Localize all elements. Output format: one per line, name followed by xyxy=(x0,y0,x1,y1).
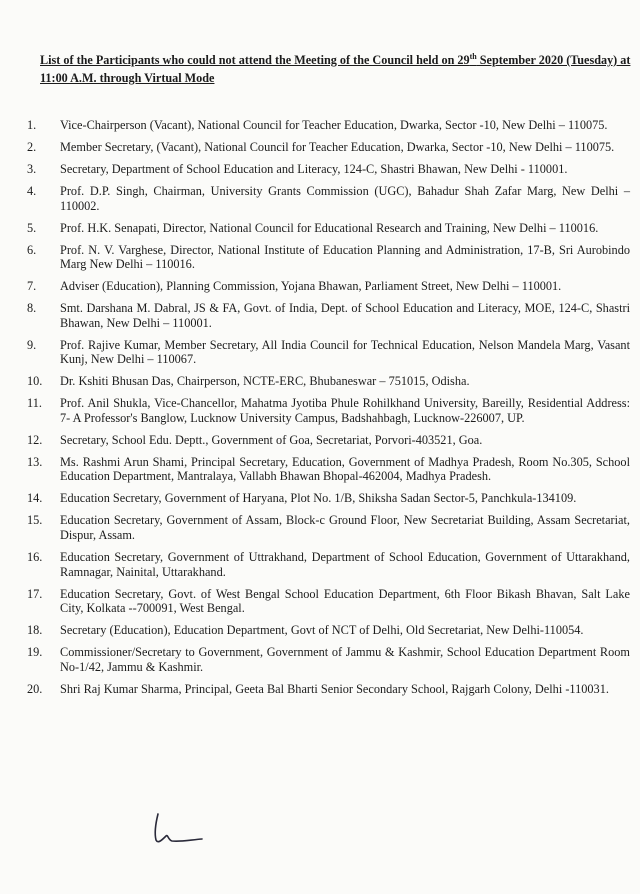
list-item xyxy=(23,587,630,616)
item-text: Dr. Kshiti Bhusan Das, Chairperson, NCTE-ERC, Bhubaneswar – 751015, Odisha. xyxy=(60,374,470,389)
item-text: Secretary, Department of School Education and Literacy, 124-C, Shastri Bhawan, New Delhi - 110001. xyxy=(60,161,568,176)
item-number: 5. xyxy=(27,220,37,235)
list-item xyxy=(23,645,630,674)
signature-mark xyxy=(150,810,210,850)
item-text: Education Secretary, Government of Uttrakhand, Department of School Education, Government of Uttarakhand, Ramnagar, Nainital, Uttarakhand. xyxy=(60,549,630,579)
item-text: Prof. Rajive Kumar, Member Secretary, All India Council for Technical Education, Nelson Mandela Marg, Vasant Kunj, New Delhi – 110067. xyxy=(60,337,630,367)
item-text: Secretary, School Edu. Deptt., Government of Goa, Secretariat, Porvori-403521, Goa. xyxy=(60,432,483,447)
item-text: Smt. Darshana M. Dabral, JS & FA, Govt. of India, Dept. of School Education and Literacy, MOE, 124-C, Shastri Bhawan, New Delhi – 110001. xyxy=(60,301,630,330)
item-number: 12. xyxy=(27,432,43,447)
item-number: 19. xyxy=(27,645,43,660)
item-text: Shri Raj Kumar Sharma, Principal, Geeta Bal Bharti Senior Secondary School, Rajgarh Colony, Delhi -110031. xyxy=(60,681,609,696)
item-number: 7. xyxy=(27,279,37,294)
item-text: Commissioner/Secretary to Government, Government of Jammu & Kashmir, School Education Department Room No-1/42, Jammu & Kashmir. xyxy=(60,645,630,674)
list-item xyxy=(23,433,630,448)
participants-list xyxy=(23,118,630,704)
list-item xyxy=(23,118,630,133)
document-heading xyxy=(40,52,632,87)
item-text: Adviser (Education), Planning Commission, Yojana Bhawan, Parliament Street, New Delhi – 110001. xyxy=(60,279,562,294)
list-item xyxy=(23,374,630,389)
list-item xyxy=(23,140,630,155)
list-item xyxy=(23,162,630,177)
item-text: Education Secretary, Government of Haryana, Plot No. 1/B, Shiksha Sadan Sector-5, Panchkula-134109. xyxy=(60,491,577,506)
item-number: 17. xyxy=(27,586,43,601)
item-text: Vice-Chairperson (Vacant), National Council for Teacher Education, Dwarka, Sector -10, New Delhi – 110075. xyxy=(60,118,608,132)
list-item xyxy=(23,550,630,579)
item-number: 3. xyxy=(27,161,37,176)
item-text: Education Secretary, Govt. of West Bengal School Education Department, 6th Floor Bikash Bhavan, Salt Lake City, Kolkata --700091, West Bengal. xyxy=(60,586,630,616)
list-item xyxy=(23,396,630,425)
item-text: Prof. D.P. Singh, Chairman, University Grants Commission (UGC), Bahadur Shah Zafar Marg, New Delhi – 110002. xyxy=(60,183,630,213)
item-number: 2. xyxy=(27,139,37,154)
list-item xyxy=(23,513,630,542)
item-number: 6. xyxy=(27,242,37,257)
item-text: Education Secretary, Government of Assam, Block-c Ground Floor, New Secretariat Building, Assam Secretariat, Dispur, Assam. xyxy=(60,513,630,542)
heading-superscript: th xyxy=(469,51,477,61)
item-text: Prof. N. V. Varghese, Director, National Institute of Education Planning and Administration, 17-B, Sri Aurobindo Marg New Delhi – 110016. xyxy=(60,242,630,272)
item-number: 11. xyxy=(27,396,42,411)
list-item xyxy=(23,279,630,294)
item-number: 16. xyxy=(27,549,43,564)
list-item xyxy=(23,243,630,272)
item-text: Prof. Anil Shukla, Vice-Chancellor, Mahatma Jyotiba Phule Rohilkhand University, Bareilly, Residential Address: 7- A Professor's Banglow, Lucknow University Campus, Badshahbagh, Lucknow-226007, UP. xyxy=(60,396,630,425)
item-number: 15. xyxy=(27,513,43,528)
list-item xyxy=(23,491,630,506)
list-item xyxy=(23,301,630,330)
item-number: 14. xyxy=(27,491,43,506)
heading-text-part2: September 2020 (Tuesday) at 11:00 A.M. through Virtual Mode xyxy=(40,53,631,85)
list-item xyxy=(23,682,630,697)
list-item xyxy=(23,221,630,236)
item-number: 18. xyxy=(27,623,43,638)
item-number: 8. xyxy=(27,301,37,316)
item-text: Secretary (Education), Education Department, Govt of NCT of Delhi, Old Secretariat, New Delhi-110054. xyxy=(60,623,584,638)
list-item xyxy=(23,455,630,484)
item-number: 13. xyxy=(27,454,43,469)
item-number: 20. xyxy=(27,681,43,696)
item-number: 1. xyxy=(27,118,37,132)
item-text: Prof. H.K. Senapati, Director, National Council for Educational Research and Training, New Delhi – 110016. xyxy=(60,220,599,235)
item-text: Ms. Rashmi Arun Shami, Principal Secretary, Education, Government of Madhya Pradesh, Room No.305, School Education Department, Mantralaya, Vallabh Bhawan Bhopal-462004, Madhya Pradesh. xyxy=(60,454,630,484)
item-number: 9. xyxy=(27,337,37,352)
list-item xyxy=(23,338,630,367)
list-item xyxy=(23,623,630,638)
item-text: Member Secretary, (Vacant), National Council for Teacher Education, Dwarka, Sector -10, New Delhi – 110075. xyxy=(60,139,615,154)
list-item xyxy=(23,184,630,213)
item-number: 4. xyxy=(27,183,37,198)
item-number: 10. xyxy=(27,374,43,389)
heading-text-part1: List of the Participants who could not attend the Meeting of the Council held on 29 xyxy=(40,53,470,67)
